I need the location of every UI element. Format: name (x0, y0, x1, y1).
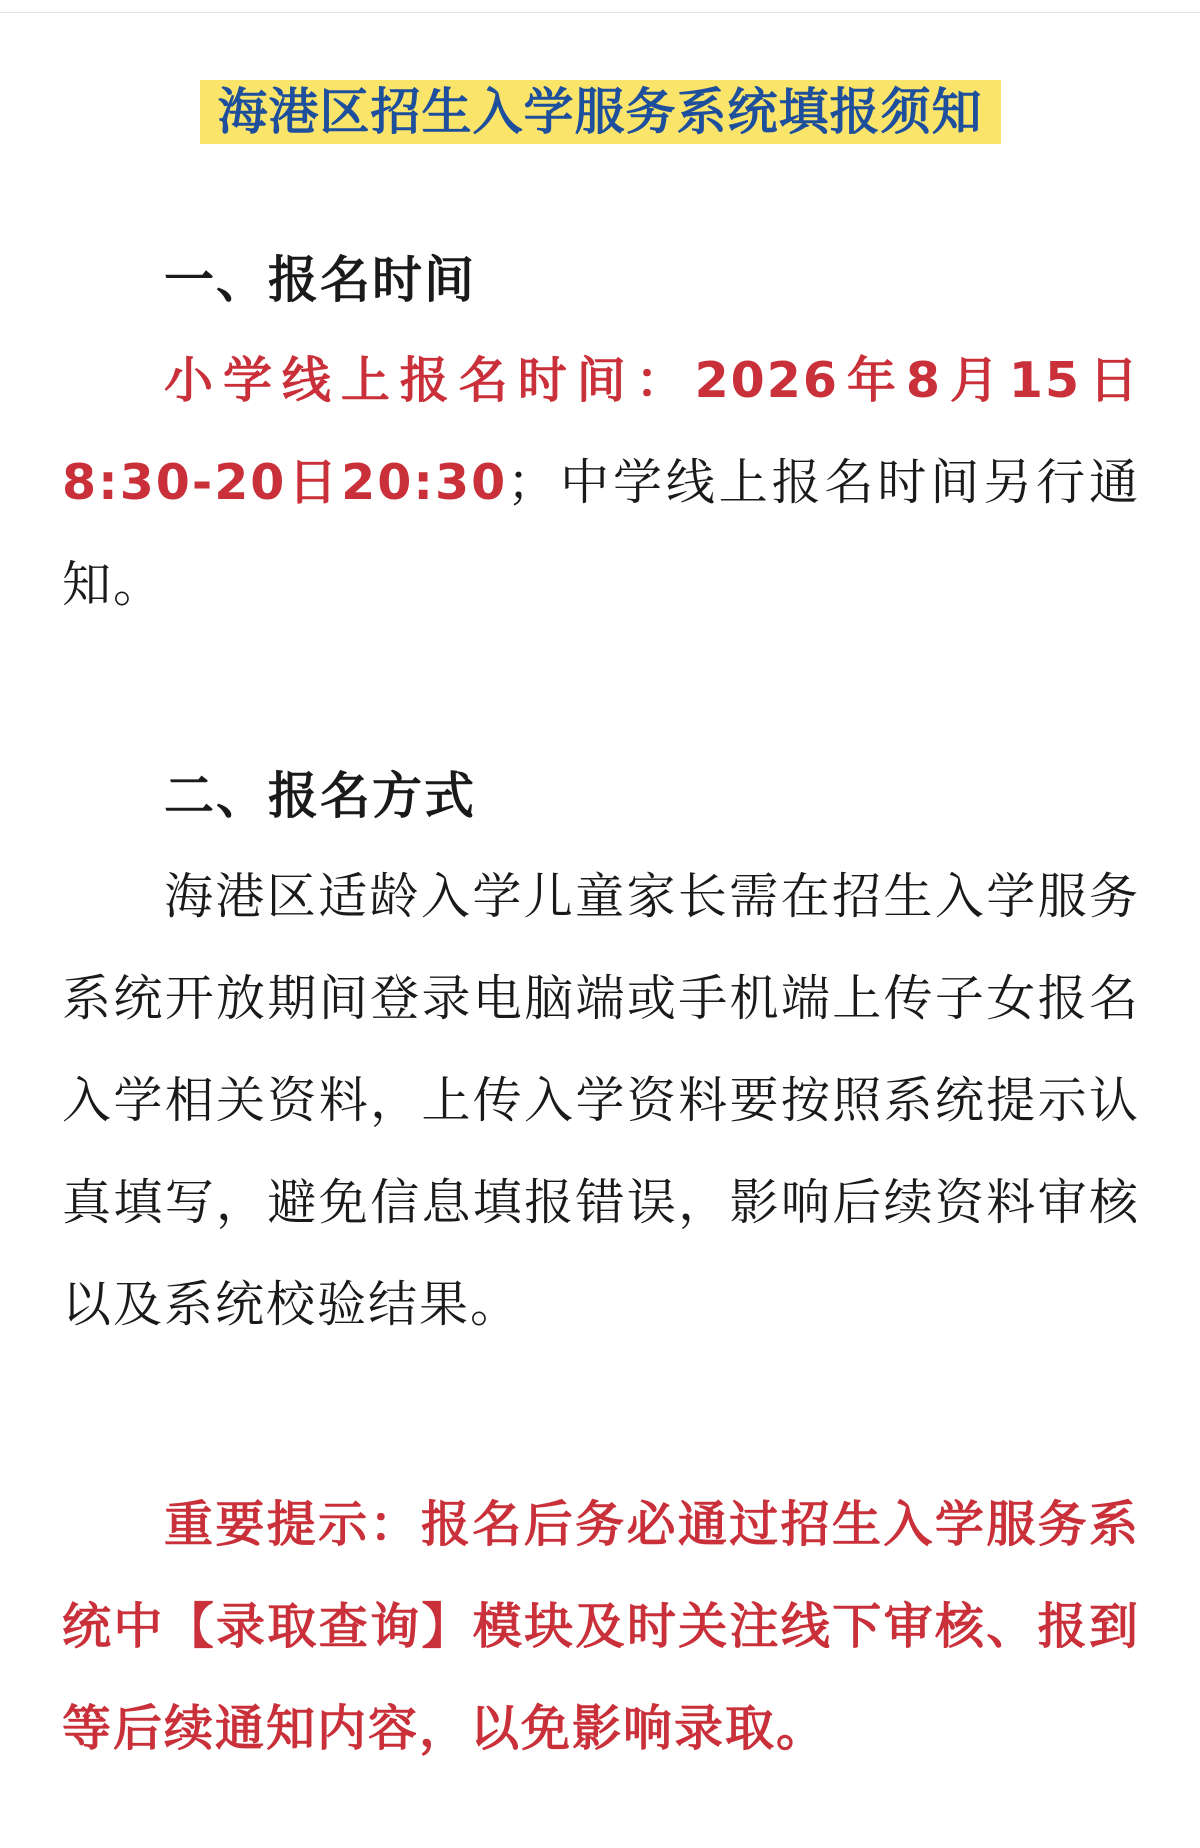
article-body (62, 230, 1140, 1780)
section-spacer (62, 636, 1140, 746)
title-container (0, 80, 1200, 144)
registration-method-paragraph: 海港区适龄入学儿童家长需在招生入学服务系统开放期间登录电脑端或手机端上传子女报名入学相关资料，上传入学资料要按照系统提示认真填写，避免信息填报错误，影响后续资料审核以及系统校验结果。 (62, 868, 1140, 1333)
middle-school-time-note: ；中学线上报名时间另行通知。 (62, 454, 1140, 613)
page-title: 海港区招生入学服务系统填报须知 (200, 80, 1001, 144)
primary-school-time-highlight: 小学线上报名时间：2026年8月15日8:30-20日20:30 (62, 352, 1140, 511)
section-spacer (62, 1356, 1140, 1474)
registration-time-paragraph (62, 330, 1140, 636)
section-heading-registration-method: 二、报名方式 (164, 767, 476, 825)
important-notice-paragraph: 重要提示：报名后务必通过招生入学服务系统中【录取查询】模块及时关注线下审核、报到等后续通知内容，以免影响录取。 (62, 1496, 1140, 1757)
top-divider (0, 12, 1200, 13)
section-heading-registration-time: 一、报名时间 (164, 251, 476, 309)
